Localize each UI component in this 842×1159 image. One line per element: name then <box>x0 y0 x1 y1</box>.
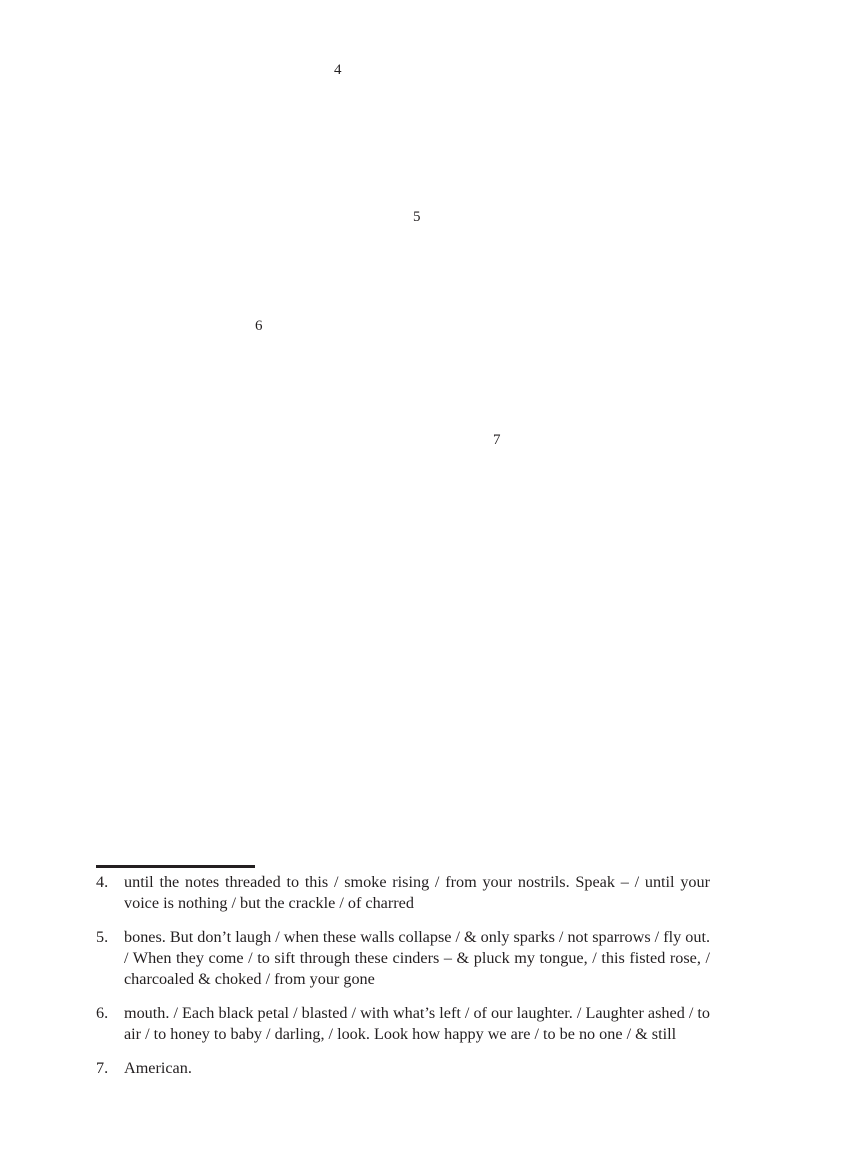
footnote-number: 6. <box>96 1004 109 1022</box>
footnote-6 <box>96 1003 710 1045</box>
footnote-number: 4. <box>96 873 109 891</box>
footnote-text: American. <box>124 1059 192 1077</box>
footnotes-section <box>96 872 710 1092</box>
footnote-separator-rule <box>96 865 255 868</box>
footnote-number: 7. <box>96 1059 109 1077</box>
footnote-marker-6: 6 <box>255 318 263 334</box>
footnote-text: until the notes threaded to this / smoke rising / from your nostrils. Speak – / until your voice is nothing / but the crackle / of charred <box>124 873 710 912</box>
footnote-7 <box>96 1058 710 1079</box>
footnote-number: 5. <box>96 928 109 946</box>
footnote-5 <box>96 927 710 990</box>
footnote-4 <box>96 872 710 914</box>
footnote-text: bones. But don’t laugh / when these walls collapse / & only sparks / not sparrows / fly out. / When they come / to sift through these cinders – & pluck my tongue, / this fisted rose, / charcoaled & choked / from your gone <box>124 928 710 988</box>
footnote-text: mouth. / Each black petal / blasted / with what’s left / of our laughter. / Laughter ashed / to air / to honey to baby / darling, / look. Look how happy we are / to be no one / & still <box>124 1004 710 1043</box>
footnote-marker-5: 5 <box>413 209 421 225</box>
footnote-marker-7: 7 <box>493 432 501 448</box>
footnote-marker-4: 4 <box>334 62 342 78</box>
